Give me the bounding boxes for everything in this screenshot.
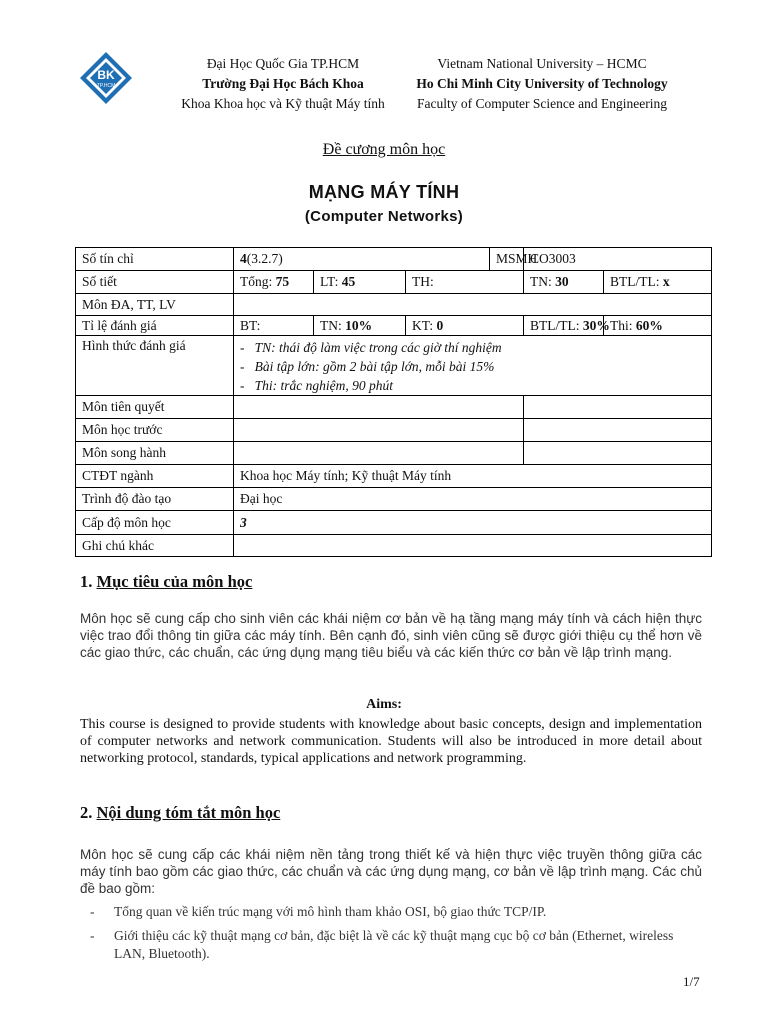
section2-number: 2. <box>80 803 97 822</box>
parallel-extra <box>524 442 712 465</box>
header-right-line1: Vietnam National University – HCMC <box>437 56 647 71</box>
prereq-label: Môn tiên quyết <box>76 396 234 419</box>
section2-bullet-text: Giới thiệu các kỹ thuật mạng cơ bản, đặc biệt là về các kỹ thuật mạng cục bộ cơ bản (Ethernet, wireless LAN, Bluetooth). <box>114 928 674 961</box>
course-subtitle: (Computer Networks) <box>304 208 464 225</box>
grading-label: Tỉ lệ đánh giá <box>76 316 234 336</box>
section1-body-en: This course is designed to provide students with knowledge about basic concepts, design and implementation of computer networks and network communication. Students will also be introduced in more detail about networking protocol, standards, typical applications and network programming. <box>80 717 702 766</box>
tn-label: TN: <box>530 274 556 289</box>
parallel-value <box>234 442 524 465</box>
header-right <box>392 54 692 114</box>
hours-total <box>234 271 314 294</box>
header-left-line1: Đại Học Quốc Gia TP.HCM <box>206 56 360 71</box>
g-btl-label: BTL/TL: <box>530 317 583 333</box>
prereq-value <box>234 396 524 419</box>
msmh-value: CO3003 <box>524 248 712 271</box>
grading-bt: BT: <box>234 316 314 336</box>
msmh-label-text: MSMH <box>496 251 538 266</box>
header-left-line2: Trường Đại Học Bách Khoa <box>202 76 364 91</box>
projects-label: Môn ĐA, TT, LV <box>76 294 234 316</box>
credits-main: 4 <box>240 251 247 266</box>
g-tn-value: 10% <box>345 317 373 333</box>
course-level-value <box>234 511 712 535</box>
g-thi-value: 60% <box>635 317 663 333</box>
header-right-line2: Ho Chi Minh City University of Technology <box>416 76 668 91</box>
course-info-table <box>75 247 712 557</box>
bullet-dash: - <box>90 904 95 919</box>
prereq-extra <box>524 396 712 419</box>
page-number: 1/7 <box>683 974 700 989</box>
previous-value <box>234 419 524 442</box>
lt-value: 45 <box>341 274 356 289</box>
hours-tn <box>524 271 604 294</box>
projects-value <box>234 294 712 316</box>
section2-bullet <box>90 903 702 921</box>
header-left-line3: Khoa Khoa học và Kỹ thuật Máy tính <box>181 96 385 111</box>
row-projects <box>76 294 712 316</box>
row-course-level <box>76 511 712 535</box>
row-level <box>76 488 712 511</box>
course-level-number: 3 <box>240 514 247 530</box>
msmh-label <box>490 248 538 271</box>
row-previous <box>76 419 712 442</box>
credits-value <box>234 248 490 271</box>
row-program <box>76 465 712 488</box>
btl-value: x <box>662 274 670 289</box>
section1-title: Mục tiêu của môn học <box>96 572 253 591</box>
course-level-label: Cấp độ môn học <box>76 511 234 535</box>
g-kt-label: KT: <box>412 317 437 333</box>
header-right-line3: Faculty of Computer Science and Engineering <box>416 96 668 111</box>
credits-detail: (3.2.7) <box>246 251 283 266</box>
grading-btl <box>524 316 610 336</box>
grading-kt <box>406 316 524 336</box>
assessment-item-text: TN: thái độ làm việc trong các giờ thí nghiệm <box>254 340 502 355</box>
row-assessment <box>76 336 712 396</box>
hours-label: Số tiết <box>76 271 234 294</box>
bullet-dash: - <box>90 928 95 943</box>
section2-bullet-text: Tổng quan về kiến trúc mạng với mô hình tham khảo OSI, bộ giao thức TCP/IP. <box>114 904 547 919</box>
row-notes <box>76 535 712 557</box>
notes-value <box>234 535 712 557</box>
g-btl-value: 30% <box>582 317 610 333</box>
credits-label: Số tín chỉ <box>76 248 234 271</box>
assessment-list <box>234 336 712 396</box>
course-title: MẠNG MÁY TÍNH <box>308 182 460 202</box>
tn-value: 30 <box>555 274 569 289</box>
section2-body: Môn học sẽ cung cấp các khái niệm nền tảng trong thiết kế và hiện thực việc truyền thông giữa các máy tính bao gồm các giao thức, các chuẩn và các ứng dụng mạng, cơ bản về lập trình mạng. Các chủ đề bao gồm: <box>80 847 702 896</box>
section1-number: 1. <box>80 572 97 591</box>
assessment-item: - Bài tập lớn: gồm 2 bài tập lớn, mỗi bài 15% <box>240 359 495 374</box>
grading-thi <box>604 316 712 336</box>
aims-label: Aims: <box>366 697 402 712</box>
row-credits <box>76 248 712 271</box>
logo-top-text: BK <box>97 68 115 82</box>
hours-lt <box>314 271 406 294</box>
program-label: CTĐT ngành <box>76 465 234 488</box>
assessment-item-text: Thi: trắc nghiệm, 90 phút <box>254 378 393 393</box>
university-logo-icon <box>78 50 134 106</box>
section2-heading <box>80 803 280 823</box>
notes-label: Ghi chú khác <box>76 535 234 557</box>
section1-heading <box>80 572 252 592</box>
program-value: Khoa học Máy tính; Kỹ thuật Máy tính <box>234 465 712 488</box>
total-label: Tổng: <box>240 274 276 289</box>
hours-btl <box>604 271 712 294</box>
previous-extra <box>524 419 712 442</box>
assessment-item: - TN: thái độ làm việc trong các giờ thí nghiệm <box>240 340 502 355</box>
row-hours <box>76 271 712 294</box>
parallel-label: Môn song hành <box>76 442 234 465</box>
row-prereq <box>76 396 712 419</box>
g-tn-label: TN: <box>320 317 346 333</box>
previous-label: Môn học trước <box>76 419 234 442</box>
btl-label: BTL/TL: <box>610 274 663 289</box>
assessment-item: - Thi: trắc nghiệm, 90 phút <box>240 378 393 393</box>
hours-th: TH: <box>406 271 524 294</box>
row-parallel <box>76 442 712 465</box>
section1-body-vi: Môn học sẽ cung cấp cho sinh viên các khái niệm cơ bản về hạ tầng mạng máy tính và cách hiện thực việc trao đổi thông tin giữa các máy tính. Bên cạnh đó, sinh viên cũng sẽ được giới thiệu cụ thể hơn về các giao thức, các chuẩn, các ứng dụng mạng tiêu biểu và các kiến thức cơ bản về lập trình mạng. <box>80 611 702 660</box>
g-thi-label: Thi: <box>610 317 636 333</box>
logo-bottom-text: TP.HCM <box>96 83 116 89</box>
lt-label: LT: <box>320 274 342 289</box>
row-grading <box>76 316 712 336</box>
syllabus-label: Đề cương môn học <box>322 141 446 158</box>
level-label: Trình độ đào tạo <box>76 488 234 511</box>
level-value: Đại học <box>234 488 712 511</box>
section2-bullet <box>90 927 702 963</box>
grading-tn <box>314 316 406 336</box>
g-kt-value: 0 <box>436 317 444 333</box>
total-value: 75 <box>275 274 290 289</box>
assessment-label: Hình thức đánh giá <box>76 336 234 396</box>
section2-title: Nội dung tóm tắt môn học <box>96 803 281 822</box>
assessment-item-text: Bài tập lớn: gồm 2 bài tập lớn, mỗi bài 15% <box>254 359 495 374</box>
